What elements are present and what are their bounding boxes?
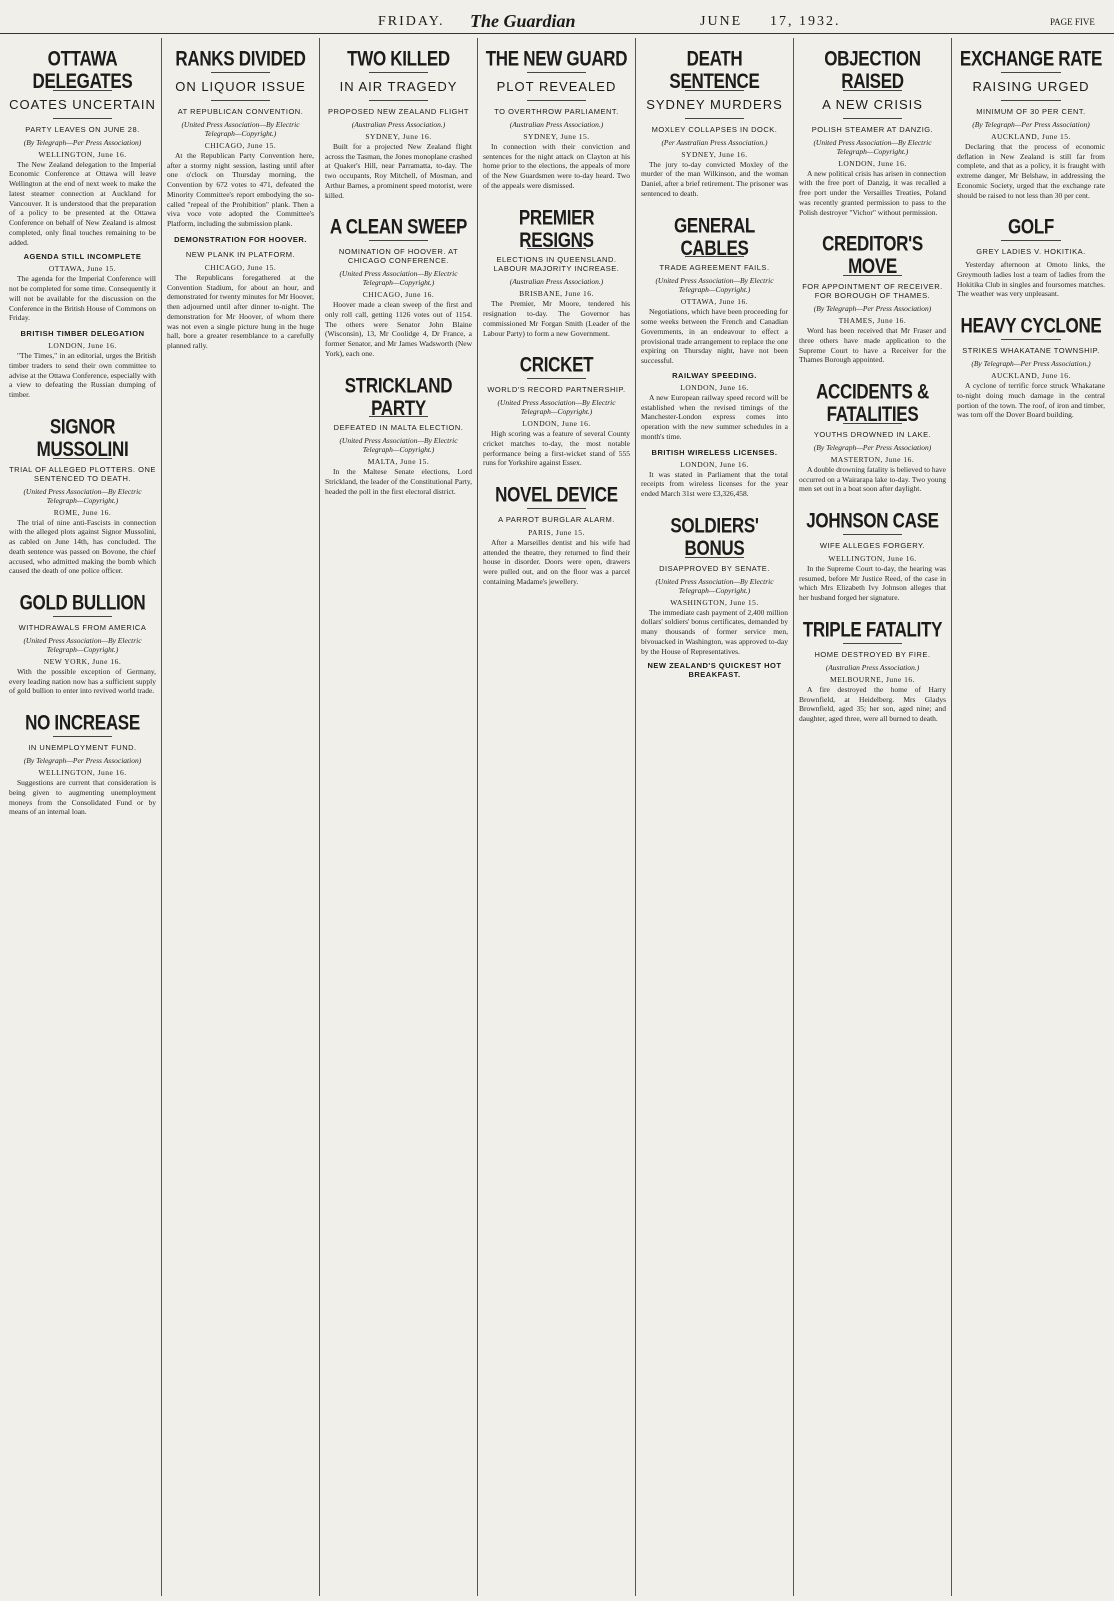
dateline: LONDON, June 16. bbox=[838, 158, 907, 168]
masthead-month: JUNE bbox=[700, 14, 743, 29]
article-body: A double drowning fatality is believed to have occurred on a Wairarapa lake to-day. Two young men set out in a boat soon after daylight. bbox=[799, 464, 946, 494]
column-3 bbox=[320, 38, 478, 1596]
masthead-paper-title: The Guardian bbox=[470, 11, 576, 31]
headline: SIGNOR MUSSOLINI bbox=[36, 414, 129, 461]
section-body: It was stated in Parliament that the total receipts from wireless licenses for the year ended March 31st were £3,326,458. bbox=[641, 469, 788, 499]
headline-rule bbox=[369, 240, 428, 241]
article-body: Built for a projected New Zealand flight across the Tasman, the Jones monoplane crashed at Quaker's Hill, near Parramatta, to-day. The two occupants, Roy Mitchell, of Mosman, and Arthur Barnes, a prominent speed motorist, were killed. bbox=[325, 141, 472, 200]
section-dateline: OTTAWA, June 15. bbox=[48, 264, 117, 274]
article-body: Suggestions are current that consideration is being given to augmenting unemployment moneys from the Consolidated Fund or by means of an internal loan. bbox=[9, 778, 156, 817]
deck-headline: A NEW CRISIS bbox=[822, 96, 923, 112]
press-credit: (United Press Association—By Electric Telegraph—Copyright.) bbox=[339, 269, 458, 288]
article bbox=[799, 500, 946, 603]
article-body: The trial of nine anti-Fascists in connection with the alleged plots against Signor Mussolini, as cabled on June 14th, has concluded. The death sentence was passed on Bovone, the chief accused, who admitted making the bomb which caused the death of one police officer. bbox=[9, 517, 156, 576]
article-body: Hoover made a clean sweep of the first and only roll call, getting 1126 votes out of 1154. The others were Senator John Blaine (Wisconsin), 13, Mr Coolidge 4, Dr France, a former Senator, and Mr James Wadsworth (New York), each one. bbox=[325, 300, 472, 358]
headline: EXCHANGE RATE bbox=[959, 46, 1103, 71]
dateline: AUCKLAND, June 15. bbox=[991, 131, 1071, 141]
section-subhead: RAILWAY SPEEDING. bbox=[672, 370, 757, 380]
headline-rule bbox=[527, 72, 586, 73]
deck-rule bbox=[369, 100, 428, 101]
headline: ACCIDENTS & FATALITIES bbox=[816, 379, 929, 426]
article-body: The Premier, Mr Moore, tendered his resignation to-day. The Governor has commissioned Mr Forgan Smith (Leader of the Labour Party) to form a new Government. bbox=[483, 299, 630, 338]
sub-headline: YOUTHS DROWNED IN LAKE. bbox=[813, 429, 932, 439]
section-dateline: LONDON, June 16. bbox=[48, 341, 117, 351]
press-credit: (Australian Press Association.) bbox=[351, 119, 446, 129]
headline-rule bbox=[53, 736, 112, 737]
deck-headline: PLOT REVEALED bbox=[496, 78, 617, 94]
deck-rule bbox=[685, 118, 744, 119]
press-credit: (United Press Association—By Electric Telegraph—Copyright.) bbox=[497, 398, 616, 417]
article bbox=[325, 38, 472, 200]
article bbox=[9, 38, 156, 323]
headline-rule bbox=[1001, 72, 1060, 73]
article-body: A fire destroyed the home of Harry Brownfield, at Heidelberg. Mrs Gladys Brownfield, aged 35; her son, aged nine; and daughter, aged three, were all burned to death. bbox=[799, 684, 946, 723]
dateline: SYDNEY, June 16. bbox=[681, 149, 748, 159]
article bbox=[641, 448, 788, 499]
deck-rule bbox=[527, 100, 586, 101]
headline-rule bbox=[843, 643, 902, 644]
deck-headline: IN AIR TRAGEDY bbox=[339, 78, 458, 94]
section-subhead: BRITISH TIMBER DELEGATION bbox=[20, 329, 145, 339]
column-5 bbox=[636, 38, 794, 1596]
sub-headline: GREY LADIES V. HOKITIKA. bbox=[976, 247, 1086, 257]
press-credit: (By Telegraph—Per Press Association.) bbox=[971, 359, 1091, 369]
column-4 bbox=[478, 38, 636, 1596]
column-7 bbox=[952, 38, 1110, 1596]
dateline: CHICAGO, June 15. bbox=[204, 140, 277, 150]
headline: OTTAWA DELEGATES bbox=[32, 46, 133, 93]
article-body: After a Marseilles dentist and his wife had attended the theatre, they returned to find their house in disorder. Doors were open, drawers were pulled out, and on the floor was a parcel containing Madame's jewellery. bbox=[483, 537, 630, 586]
sub-headline: FOR APPOINTMENT OF RECEIVER. FOR BOROUGH OF THAMES. bbox=[802, 282, 943, 301]
press-credit: (United Press Association—By Electric Telegraph—Copyright.) bbox=[655, 576, 774, 595]
article bbox=[799, 609, 946, 724]
sub-headline: POLISH STEAMER AT DANZIG. bbox=[811, 124, 934, 134]
article bbox=[167, 250, 314, 351]
press-credit: (By Telegraph—Per Press Association) bbox=[813, 304, 932, 314]
article bbox=[641, 38, 788, 199]
sub-headline: ELECTIONS IN QUEENSLAND. LABOUR MAJORITY INCREASE. bbox=[493, 255, 620, 274]
press-credit: (United Press Association—By Electric Telegraph—Copyright.) bbox=[23, 486, 142, 505]
headline: TWO KILLED bbox=[347, 46, 450, 71]
sub-headline: PROPOSED NEW ZEALAND FLIGHT bbox=[327, 106, 470, 116]
section-subhead: NEW ZEALAND'S QUICKEST HOT BREAKFAST. bbox=[647, 661, 782, 680]
sub-headline: STRIKES WHAKATANE TOWNSHIP. bbox=[962, 346, 1100, 356]
press-credit: (By Telegraph—Per Press Association) bbox=[972, 119, 1090, 129]
sub-headline: TRIAL OF ALLEGED PLOTTERS. ONE SENTENCED TO DEATH. bbox=[9, 464, 156, 483]
headline-rule bbox=[53, 616, 112, 617]
press-credit: (United Press Association—By Electric Telegraph—Copyright.) bbox=[813, 137, 932, 156]
article-body: In the Maltese Senate elections, Lord Strickland, the leader of the Constitutional Party, headed the poll in the first electoral district. bbox=[325, 467, 472, 496]
article bbox=[799, 223, 946, 365]
section-body: The agenda for the Imperial Conference will not be completed for some time. Consequently it will not be available for the discussion on the Conference in the British House of Commons on Friday. bbox=[9, 274, 156, 323]
masthead bbox=[0, 0, 1114, 34]
news-columns bbox=[4, 38, 1110, 1596]
deck-headline: RAISING URGED bbox=[972, 78, 1090, 94]
article bbox=[957, 305, 1105, 420]
dateline: MASTERTON, June 16. bbox=[830, 454, 915, 464]
article bbox=[957, 206, 1105, 299]
article-body: The immediate cash payment of 2,400 million dollars' soldiers' bonus certificates, demanded by many thousands of former service men, bivouacked in Washington, was approved to-day by the House of Representatives. bbox=[641, 607, 788, 656]
dateline: CHICAGO, June 16. bbox=[362, 290, 435, 300]
masthead-page-number: PAGE FIVE bbox=[1050, 17, 1095, 27]
dateline: NEW YORK, June 16. bbox=[43, 656, 122, 666]
column-1 bbox=[4, 38, 162, 1596]
article bbox=[483, 197, 630, 339]
headline-rule bbox=[369, 72, 428, 73]
headline: GENERAL CABLES bbox=[673, 213, 756, 260]
article-body: The Republicans foregathered at the Convention Stadium, for about an hour, and demonstrated for twenty minutes for Mr Hoover, then adjourned until after dinner to-night. The demonstration for Mr Hoover, of whom there was not even a single picture hung in the huge hall, bore a greater resemblance to a carefully planned rally. bbox=[167, 272, 314, 351]
section-subhead: DEMONSTRATION FOR HOOVER. bbox=[174, 234, 307, 244]
headline: JOHNSON CASE bbox=[806, 508, 939, 533]
headline: PREMIER RESIGNS bbox=[518, 205, 595, 252]
article-body: The New Zealand delegation to the Imperial Economic Conference at Ottawa will leave Wellington at the end of next week to make the latest steamer connection at Auckland for Vancouver. It is understood that the preparation of a policy to be presented at the Ottawa Conference on behalf of New Zealand is almost completed, only final touches remaining to be added. bbox=[9, 159, 156, 247]
dateline: SYDNEY, June 16. bbox=[365, 131, 432, 141]
article bbox=[167, 38, 314, 229]
sub-headline: NEW PLANK IN PLATFORM. bbox=[185, 249, 296, 259]
article bbox=[483, 38, 630, 191]
dateline: MELBOURNE, June 16. bbox=[830, 674, 915, 684]
dateline: BRISBANE, June 16. bbox=[519, 289, 594, 299]
press-credit: (By Telegraph—Per Press Association) bbox=[23, 137, 142, 147]
section-subhead: AGENDA STILL INCOMPLETE bbox=[23, 252, 142, 262]
press-credit: (United Press Association—By Electric Telegraph—Copyright.) bbox=[655, 276, 774, 295]
headline: OBJECTION RAISED bbox=[824, 46, 921, 93]
sub-headline: WIFE ALLEGES FORGERY. bbox=[819, 540, 926, 550]
article bbox=[799, 38, 946, 217]
headline-rule bbox=[1001, 240, 1060, 241]
dateline: AUCKLAND, June 16. bbox=[991, 371, 1071, 381]
headline-rule bbox=[527, 508, 586, 509]
press-credit: (Per Australian Press Association.) bbox=[661, 137, 768, 147]
press-credit: (Australian Press Association.) bbox=[509, 119, 604, 129]
sub-headline: MINIMUM OF 30 PER CENT. bbox=[976, 106, 1086, 116]
deck-rule bbox=[843, 118, 902, 119]
deck-headline: SYDNEY MURDERS bbox=[646, 96, 783, 112]
section-body: A new European railway speed record will be established when the revised timings of the Manchester-London express comes into operation with the new summer schedules in a month's time. bbox=[641, 392, 788, 441]
masthead-date: 17, 1932. bbox=[770, 14, 841, 29]
headline: TRIPLE FATALITY bbox=[802, 617, 943, 642]
article bbox=[9, 702, 156, 817]
press-credit: (United Press Association—By Electric Telegraph—Copyright.) bbox=[181, 119, 300, 138]
press-credit: (Australian Press Association.) bbox=[509, 277, 604, 287]
section-subhead: BRITISH WIRELESS LICENSES. bbox=[651, 447, 778, 457]
headline: SOLDIERS' BONUS bbox=[670, 513, 759, 560]
press-credit: (Australian Press Association.) bbox=[825, 662, 920, 672]
article-body: Yesterday afternoon at Omoto links, the Greymouth ladies lost a team of ladies from the Hokitika Club in singles and foursomes matches. The weather was very unpleasant. bbox=[957, 260, 1105, 299]
sub-headline: AT REPUBLICAN CONVENTION. bbox=[177, 106, 304, 116]
article-body: High scoring was a feature of several County cricket matches to-day, the most notable performance being a first-wicket stand of 555 runs for Yorkshire against Essex. bbox=[483, 429, 630, 468]
article-body: Negotiations, which have been proceeding for some weeks between the French and Canadian Governments, in an endeavour to effect a provisional trade arrangement to replace the one expiring on Thursday night, have not been successful. bbox=[641, 307, 788, 366]
dateline: WELLINGTON, June 16. bbox=[38, 149, 127, 159]
sub-headline: MOXLEY COLLAPSES IN DOCK. bbox=[651, 124, 778, 134]
headline: HEAVY CYCLONE bbox=[960, 313, 1102, 338]
article-body: In the Supreme Court to-day, the hearing was resumed, before Mr Justice Reed, of the case in which Mrs Elizabeth Ivy Johnson alleges that her husband forged her signature. bbox=[799, 563, 946, 603]
headline-rule bbox=[843, 534, 902, 535]
deck-rule bbox=[211, 100, 270, 101]
article-body: The jury to-day convicted Moxley of the murder of the man Wilkinson, and the woman Daniel, after a brief retirement. The prisoner was sentenced to death. bbox=[641, 159, 788, 198]
column-2 bbox=[162, 38, 320, 1596]
headline: CREDITOR'S MOVE bbox=[822, 232, 923, 279]
deck-headline: COATES UNCERTAIN bbox=[9, 96, 156, 112]
headline-rule bbox=[211, 72, 270, 73]
sub-headline: A PARROT BURGLAR ALARM. bbox=[498, 514, 615, 524]
article bbox=[641, 205, 788, 442]
deck-rule bbox=[1001, 100, 1060, 101]
section-dateline: LONDON, June 16. bbox=[680, 459, 749, 469]
article bbox=[483, 344, 630, 468]
section-body: "The Times," in an editorial, urges the British timber traders to send their own committee to advise at the Ottawa Conference, especially with a view to defeating the Russian dumping of timber. bbox=[9, 351, 156, 400]
sub-headline: TRADE AGREEMENT FAILS. bbox=[659, 263, 770, 273]
masthead-day: FRIDAY. bbox=[378, 14, 445, 29]
headline-rule bbox=[1001, 339, 1060, 340]
article bbox=[799, 371, 946, 494]
article-body: At the Republican Party Convention here, after a stormy night session, lasting until after one o'clock on Thursday morning, the Convention by 672 votes to 471, defeated the Minority Committee's report embodying the so-called "repeal of the Prohibition" plank. Then a viva voce vote adopted the Committee's Platform, including the submission plank. bbox=[167, 150, 314, 229]
section-dateline: LONDON, June 16. bbox=[680, 382, 749, 392]
dateline: MALTA, June 15. bbox=[367, 457, 430, 467]
headline: GOLD BULLION bbox=[19, 590, 146, 615]
headline: RANKS DIVIDED bbox=[175, 46, 306, 71]
press-credit: (By Telegraph—Per Press Association) bbox=[23, 756, 142, 766]
sub-headline: DISAPPROVED BY SENATE. bbox=[659, 563, 770, 573]
dateline: ROME, June 16. bbox=[53, 507, 112, 517]
sub-headline: NOMINATION OF HOOVER. AT CHICAGO CONFERENCE. bbox=[338, 247, 459, 266]
headline: A CLEAN SWEEP bbox=[329, 215, 468, 239]
article-body: In connection with their conviction and sentences for the night attack on Clayton at his home prior to the elections, the appeals of more of the New Guardsmen were to-day heard. Two of the appeals were dismissed. bbox=[483, 141, 630, 190]
article-body: Word has been received that Mr Fraser and three others have made application to the Supreme Court to have a Receiver for the Thames Borough appointed. bbox=[799, 326, 946, 365]
headline: DEATH SENTENCE bbox=[669, 46, 760, 93]
sub-headline: WORLD'S RECORD PARTNERSHIP. bbox=[487, 385, 626, 395]
headline: STRICKLAND PARTY bbox=[344, 373, 453, 420]
article bbox=[9, 329, 156, 400]
dateline: PARIS, June 15. bbox=[528, 527, 585, 537]
article bbox=[325, 365, 472, 497]
article-body: With the possible exception of Germany, every leading nation now has a sufficient supply of gold bullion to enter into revived world trade. bbox=[9, 666, 156, 696]
dateline: LONDON, June 16. bbox=[522, 419, 591, 429]
press-credit: (United Press Association—By Electric Telegraph—Copyright.) bbox=[339, 436, 458, 455]
article bbox=[9, 582, 156, 696]
sub-headline: DEFEATED IN MALTA ELECTION. bbox=[333, 423, 464, 433]
dateline: CHICAGO, June 15. bbox=[204, 262, 277, 272]
headline: THE NEW GUARD bbox=[485, 46, 628, 71]
article bbox=[167, 235, 314, 244]
headline: CRICKET bbox=[519, 353, 594, 377]
article-body: A cyclone of terrific force struck Whakatane to-night doing much damage in the central portion of the town. The roof, of iron and timber, was torn off the Dover Board building. bbox=[957, 381, 1105, 420]
sub-headline: PARTY LEAVES ON JUNE 28. bbox=[25, 124, 140, 134]
dateline: WASHINGTON, June 15. bbox=[670, 597, 759, 607]
article bbox=[957, 38, 1105, 200]
sub-headline: TO OVERTHROW PARLIAMENT. bbox=[494, 106, 619, 116]
deck-headline: ON LIQUOR ISSUE bbox=[175, 78, 306, 94]
sub-headline: IN UNEMPLOYMENT FUND. bbox=[28, 743, 137, 753]
dateline: THAMES, June 16. bbox=[838, 316, 907, 326]
sub-headline: WITHDRAWALS FROM AMERICA bbox=[18, 622, 147, 632]
column-6 bbox=[794, 38, 952, 1596]
dateline: OTTAWA, June 16. bbox=[680, 297, 749, 307]
dateline: WELLINGTON, June 16. bbox=[38, 768, 127, 778]
article-body: A new political crisis has arisen in connection with the free port of Danzig, it was recalled a free port under the Versailles Treaties, Poland was recently granted permission to pass to the Polish destroyer "Vichor" without permission. bbox=[799, 168, 946, 217]
headline: NOVEL DEVICE bbox=[495, 482, 618, 507]
dateline: WELLINGTON, June 16. bbox=[828, 553, 917, 563]
press-credit: (United Press Association—By Electric Telegraph—Copyright.) bbox=[23, 635, 142, 654]
article bbox=[9, 406, 156, 576]
article-body: Declaring that the process of economic deflation in New Zealand is still far from complete, and that as a policy, it is fraught with extreme danger, Mr Belshaw, in addressing the Economic Society, urged that the exchange rate should be raised to not less than 30 per cent. bbox=[957, 141, 1105, 200]
article bbox=[483, 474, 630, 587]
press-credit: (By Telegraph—Per Press Association) bbox=[813, 442, 932, 452]
headline-rule bbox=[527, 378, 586, 379]
dateline: SYDNEY, June 15. bbox=[523, 131, 590, 141]
headline: GOLF bbox=[1007, 215, 1054, 239]
headline: NO INCREASE bbox=[25, 710, 140, 735]
article bbox=[325, 206, 472, 358]
article bbox=[641, 505, 788, 679]
sub-headline: HOME DESTROYED BY FIRE. bbox=[814, 649, 931, 659]
deck-rule bbox=[53, 118, 112, 119]
